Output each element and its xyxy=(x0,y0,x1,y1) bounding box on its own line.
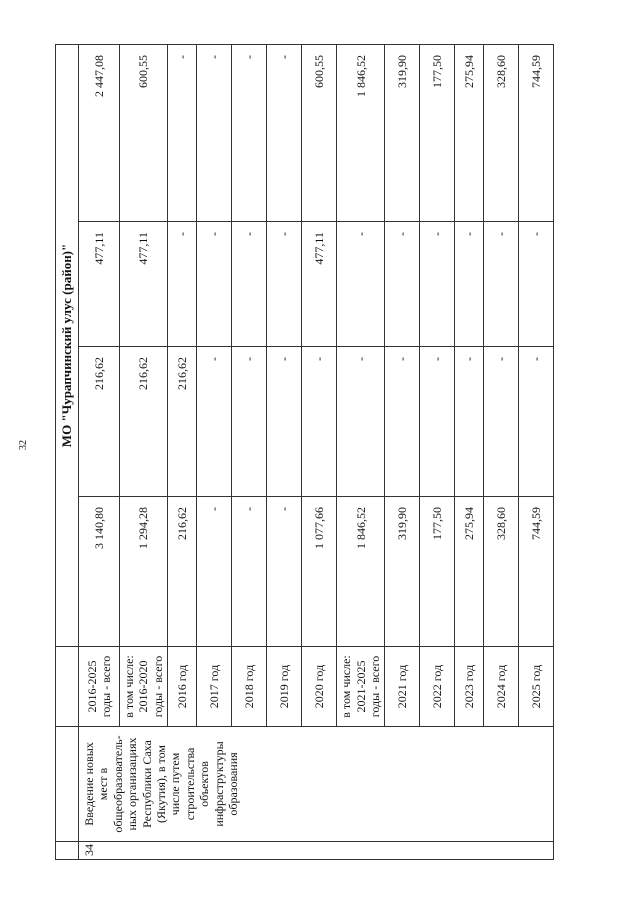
col2-cell: - xyxy=(385,347,420,497)
col4-cell: - xyxy=(267,44,302,221)
budget-table-container xyxy=(55,45,640,860)
col2-cell: - xyxy=(420,347,455,497)
total-cell: - xyxy=(232,497,267,647)
col3-cell: - xyxy=(267,222,302,347)
col4-cell: 2 447,08 xyxy=(79,44,120,221)
col4-cell: 328,60 xyxy=(484,44,519,221)
col2-cell: 216,62 xyxy=(79,347,120,497)
col2-cell: - xyxy=(484,347,519,497)
col3-cell: - xyxy=(385,222,420,347)
total-cell: 275,94 xyxy=(455,497,484,647)
total-cell: 1 077,66 xyxy=(302,497,337,647)
col3-cell: 477,11 xyxy=(302,222,337,347)
period-cell: 2022 год xyxy=(420,647,455,727)
section-title: МО "Чурапчинский улус (район)" xyxy=(56,44,79,646)
col4-cell: - xyxy=(168,44,197,221)
col2-cell: - xyxy=(455,347,484,497)
section-header-row xyxy=(56,44,79,859)
period-cell: 2021 год xyxy=(385,647,420,727)
period-cell: 2024 год xyxy=(484,647,519,727)
col3-cell: 477,11 xyxy=(79,222,120,347)
col2-cell: 216,62 xyxy=(168,347,197,497)
col2-cell: - xyxy=(302,347,337,497)
total-cell: 1 846,52 xyxy=(337,497,385,647)
col4-cell: 1 846,52 xyxy=(337,44,385,221)
col2-cell: - xyxy=(337,347,385,497)
col2-cell: 216,62 xyxy=(120,347,168,497)
total-cell: - xyxy=(267,497,302,647)
period-cell: в том числе: 2021-2025 годы - всего xyxy=(337,647,385,727)
period-cell: в том числе: 2016-2020 годы - всего xyxy=(120,647,168,727)
page-number: 32 xyxy=(18,440,29,450)
total-cell: 3 140,80 xyxy=(79,497,120,647)
budget-table xyxy=(55,44,554,860)
col4-cell: 275,94 xyxy=(455,44,484,221)
col3-cell: - xyxy=(484,222,519,347)
total-cell: 177,50 xyxy=(420,497,455,647)
col3-cell: - xyxy=(232,222,267,347)
col4-cell: 600,55 xyxy=(302,44,337,221)
total-cell: 328,60 xyxy=(484,497,519,647)
total-cell: 319,90 xyxy=(385,497,420,647)
rotated-table-area xyxy=(55,45,640,860)
row-index: 34 xyxy=(79,842,554,860)
col2-cell: - xyxy=(519,347,554,497)
table-row xyxy=(79,44,120,859)
col4-cell: 319,90 xyxy=(385,44,420,221)
col3-cell: - xyxy=(420,222,455,347)
period-cell: 2019 год xyxy=(267,647,302,727)
col4-cell: 744,59 xyxy=(519,44,554,221)
col3-cell: - xyxy=(197,222,232,347)
col4-cell: 177,50 xyxy=(420,44,455,221)
total-cell: - xyxy=(197,497,232,647)
total-cell: 1 294,28 xyxy=(120,497,168,647)
period-cell: 2023 год xyxy=(455,647,484,727)
col3-cell: - xyxy=(455,222,484,347)
index-cell-blank xyxy=(56,842,79,860)
col4-cell: 600,55 xyxy=(120,44,168,221)
total-cell: 216,62 xyxy=(168,497,197,647)
total-cell: 744,59 xyxy=(519,497,554,647)
col2-cell: - xyxy=(232,347,267,497)
col3-cell: - xyxy=(519,222,554,347)
col4-cell: - xyxy=(197,44,232,221)
col3-cell: - xyxy=(337,222,385,347)
period-cell: 2016-2025 годы - всего xyxy=(79,647,120,727)
description-cell-blank xyxy=(56,727,79,842)
col3-cell: 477,11 xyxy=(120,222,168,347)
period-cell: 2020 год xyxy=(302,647,337,727)
col3-cell: - xyxy=(168,222,197,347)
col2-cell: - xyxy=(197,347,232,497)
period-cell: 2025 год xyxy=(519,647,554,727)
period-cell-blank xyxy=(56,647,79,727)
period-cell: 2018 год xyxy=(232,647,267,727)
period-cell: 2016 год xyxy=(168,647,197,727)
col2-cell: - xyxy=(267,347,302,497)
col4-cell: - xyxy=(232,44,267,221)
period-cell: 2017 год xyxy=(197,647,232,727)
row-description: Введение новых мест в общеобразователь-ных организациях Республики Саха (Якутия), в том числе путем строительства объектов инфраструктуры образования xyxy=(79,727,554,842)
